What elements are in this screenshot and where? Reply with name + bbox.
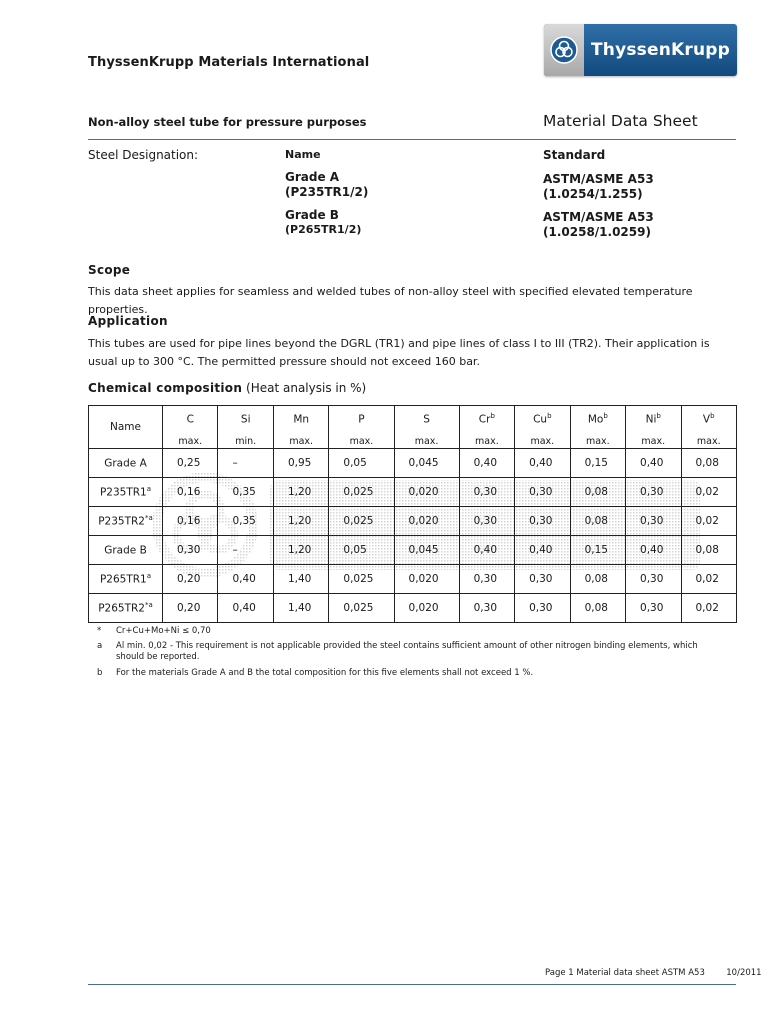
composition-cell: 0,08 (681, 449, 737, 478)
composition-cell: 0,30 (515, 594, 570, 623)
chemical-heading-line (88, 381, 366, 395)
composition-cell: 0,16 (163, 478, 218, 507)
composition-cell: 0,35 (218, 507, 273, 536)
table-row (89, 536, 737, 565)
composition-cell: 0,15 (570, 449, 625, 478)
composition-cell: 0,40 (218, 594, 273, 623)
grade-name-cell: P235TR2$^{*a}$ (89, 507, 163, 536)
designation-name-sub: (P265TR1/2) (285, 223, 362, 236)
footer-rule (88, 984, 736, 985)
application-heading: Application (88, 314, 168, 328)
composition-cell: 0,02 (681, 594, 737, 623)
composition-cell: 0,045 (394, 536, 459, 565)
composition-cell: 0,30 (626, 478, 681, 507)
composition-cell: 0,30 (626, 565, 681, 594)
composition-cell: 1,20 (273, 536, 328, 565)
table-header-row (89, 406, 737, 449)
grade-name-cell: Grade B (89, 536, 163, 565)
composition-cell: 1,20 (273, 507, 328, 536)
composition-cell: 0,20 (163, 594, 218, 623)
composition-cell: 0,020 (394, 565, 459, 594)
composition-cell: 0,025 (329, 594, 394, 623)
designation-name-sub: (P235TR1/2) (285, 185, 369, 199)
composition-cell: 0,08 (570, 507, 625, 536)
standard-column-header: Standard (543, 148, 606, 162)
composition-cell: 0,30 (626, 594, 681, 623)
scope-heading: Scope (88, 263, 131, 277)
composition-cell: 0,40 (515, 449, 570, 478)
composition-cell: 0,08 (681, 536, 737, 565)
composition-cell: 0,020 (394, 507, 459, 536)
composition-cell: 0,08 (570, 565, 625, 594)
composition-cell: 0,30 (163, 536, 218, 565)
header-rule (88, 139, 736, 140)
composition-cell: 0,020 (394, 594, 459, 623)
grade-name-cell: P265TR2$^{*a}$ (89, 594, 163, 623)
composition-cell: 0,08 (570, 594, 625, 623)
element-column-header: C max. (163, 406, 218, 449)
element-column-header: Cr$^b$ max. (459, 406, 514, 449)
composition-cell: 0,045 (394, 449, 459, 478)
footer-label: Page 1 Material data sheet ASTM A53 (545, 968, 705, 978)
footnote: * Cr+Cu+Mo+Ni ≤ 0,70 (97, 626, 211, 636)
chemical-heading-note: (Heat analysis in %) (246, 381, 367, 395)
composition-cell: 0,95 (273, 449, 328, 478)
element-column-header: Cu$^b$ max. (515, 406, 570, 449)
designation-standard: ASTM/ASME A53 (543, 172, 654, 186)
composition-cell: 0,40 (626, 536, 681, 565)
grade-name-cell: P235TR1$^a$ (89, 478, 163, 507)
thyssenkrupp-emblem-icon (544, 24, 584, 76)
table-row (89, 565, 737, 594)
steel-designation-label: Steel Designation: (88, 148, 199, 162)
composition-cell: 0,20 (163, 565, 218, 594)
designation-standard-sub: (1.0254/1.255) (543, 187, 643, 201)
composition-cell: 0,025 (329, 478, 394, 507)
composition-cell: 0,40 (218, 565, 273, 594)
element-column-header: Mo$^b$ max. (570, 406, 625, 449)
composition-cell: 0,30 (459, 507, 514, 536)
element-column-header: Ni$^b$ max. (626, 406, 681, 449)
table-row (89, 507, 737, 536)
footnote: b For the materials Grade A and B the total composition for this five elements shall not exceed 1 %. (97, 668, 534, 678)
designation-name: Grade A (285, 170, 340, 184)
table-row (89, 449, 737, 478)
composition-cell: 1,40 (273, 565, 328, 594)
designation-standard: ASTM/ASME A53 (543, 210, 654, 224)
company-name: ThyssenKrupp Materials International (88, 55, 370, 70)
element-column-header: $V^b$ max. (681, 406, 737, 449)
table-row (89, 594, 737, 623)
composition-cell: – (218, 536, 273, 565)
scope-text: This data sheet applies for seamless and welded tubes of non-alloy steel with specified elevated temperature properties. (88, 285, 693, 316)
composition-cell: 0,02 (681, 478, 737, 507)
composition-cell: 0,05 (329, 536, 394, 565)
composition-cell: 0,30 (515, 478, 570, 507)
document-subtitle: Non-alloy steel tube for pressure purposes (88, 115, 367, 129)
element-column-header: Si min. (218, 406, 273, 449)
footer-date: 10/2011 (726, 968, 762, 978)
composition-cell: 1,20 (273, 478, 328, 507)
grade-name-cell: Grade A (89, 449, 163, 478)
element-column-header: S max. (394, 406, 459, 449)
element-column-header: Mn max. (273, 406, 328, 449)
designation-standard-sub: (1.0258/1.0259) (543, 225, 651, 239)
composition-cell: 1,40 (273, 594, 328, 623)
composition-cell: 0,30 (459, 565, 514, 594)
composition-cell: 0,30 (626, 507, 681, 536)
composition-cell: – (218, 449, 273, 478)
name-column-header: Name (89, 406, 163, 449)
composition-cell: 0,40 (459, 449, 514, 478)
table-row (89, 478, 737, 507)
composition-cell: 0,16 (163, 507, 218, 536)
name-column-header: Name (285, 148, 321, 161)
composition-cell: 0,30 (459, 478, 514, 507)
composition-cell: 0,30 (459, 594, 514, 623)
designation-name: Grade B (285, 208, 339, 222)
composition-cell: 0,40 (515, 536, 570, 565)
footnote: a Al min. 0,02 - This requirement is not applicable provided the steel contains sufficient amount of other nitrogen binding elements, which should be reported. (97, 641, 698, 662)
composition-cell: 0,40 (459, 536, 514, 565)
composition-cell: 0,02 (681, 507, 737, 536)
composition-cell: 0,30 (515, 507, 570, 536)
composition-cell: 0,30 (515, 565, 570, 594)
element-column-header: P max. (329, 406, 394, 449)
composition-cell: 0,025 (329, 507, 394, 536)
composition-cell: 0,15 (570, 536, 625, 565)
composition-cell: 0,02 (681, 565, 737, 594)
composition-cell: 0,020 (394, 478, 459, 507)
composition-cell: 0,05 (329, 449, 394, 478)
document-type: Material Data Sheet (543, 112, 698, 130)
composition-cell: 0,35 (218, 478, 273, 507)
composition-cell: 0,40 (626, 449, 681, 478)
brand-logo (544, 24, 737, 76)
grade-name-cell: P265TR1$^a$ (89, 565, 163, 594)
composition-cell: 0,025 (329, 565, 394, 594)
composition-cell: 0,08 (570, 478, 625, 507)
page-footer (545, 968, 762, 978)
application-text: This tubes are used for pipe lines beyond the DGRL (TR1) and pipe lines of class I to III (TR2). Their application is usual up to 300 °C. The permitted pressure should not exceed 160 bar. (88, 337, 710, 368)
composition-cell: 0,25 (163, 449, 218, 478)
logo-text: ThyssenKrupp (590, 40, 731, 60)
chemical-composition-table (88, 405, 737, 623)
chemical-heading: Chemical composition (88, 381, 243, 395)
